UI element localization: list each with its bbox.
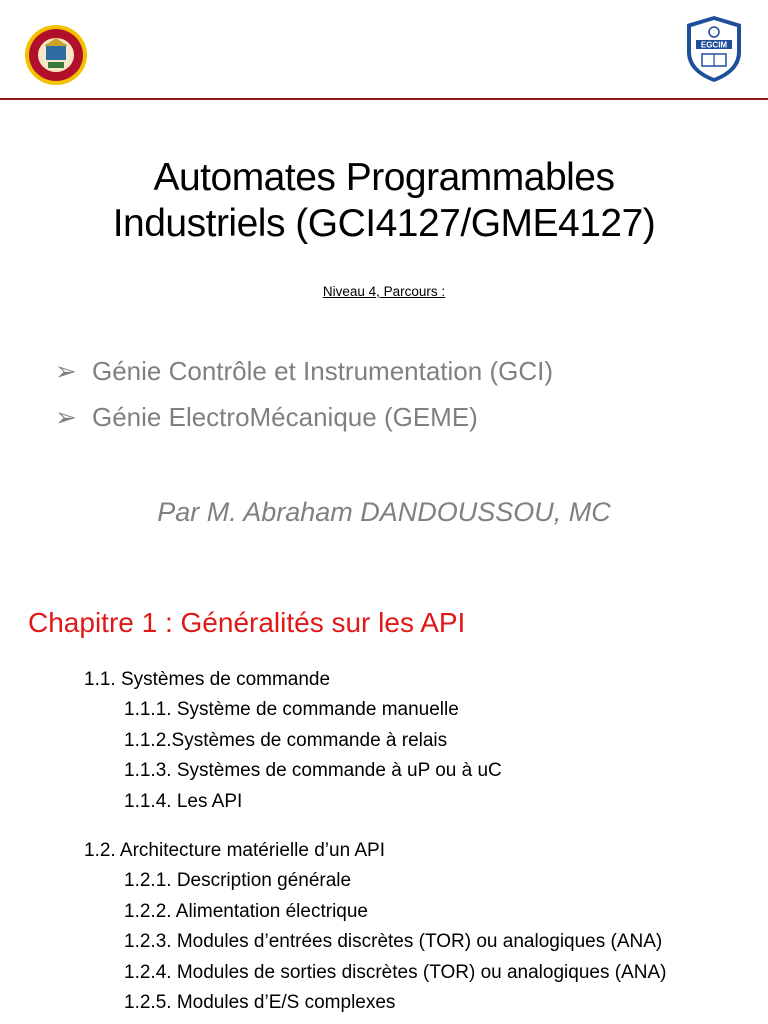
toc-item: 1.2.2. Alimentation électrique bbox=[124, 900, 368, 922]
egcim-shield-logo bbox=[684, 14, 744, 84]
toc-section-title: 1.2. Architecture matérielle d’un API bbox=[84, 840, 385, 861]
toc-item: 1.1.1. Système de commande manuelle bbox=[124, 699, 459, 720]
document-title bbox=[0, 155, 768, 247]
arrow-bullet-icon: ➢ bbox=[55, 356, 77, 386]
header-divider bbox=[0, 98, 768, 100]
bullet-item bbox=[55, 398, 553, 444]
university-seal-logo bbox=[24, 24, 88, 86]
toc-item: 1.2.1. Description générale bbox=[124, 870, 352, 891]
program-bullets bbox=[55, 352, 553, 444]
toc-item: 1.1.3. Systèmes de commande à uP ou à uC bbox=[124, 760, 502, 781]
table-of-contents bbox=[84, 666, 666, 1020]
toc-item: 1.2.3. Modules d’entrées discrètes (TOR) ou analogiques (ANA) bbox=[124, 931, 663, 952]
egcim-logo-text: EGCIM bbox=[700, 40, 728, 50]
toc-item: 1.1.2.Systèmes de commande à relais bbox=[124, 729, 448, 751]
toc-item: 1.2.5. Modules d’E/S complexes bbox=[124, 992, 396, 1013]
bullet-text: Génie Contrôle et Instrumentation (GCI) bbox=[92, 356, 553, 386]
toc-section-title: 1.1. Systèmes de commande bbox=[84, 669, 331, 690]
arrow-bullet-icon: ➢ bbox=[55, 402, 77, 432]
toc-item: 1.2.4. Modules de sorties discrètes (TOR) ou analogiques (ANA) bbox=[124, 961, 667, 983]
author-line: Par M. Abraham DANDOUSSOU, MC bbox=[157, 497, 611, 527]
title-line-1: Automates Programmables bbox=[153, 156, 615, 199]
bullet-text: Génie ElectroMécanique (GEME) bbox=[92, 402, 478, 432]
bullet-item bbox=[55, 352, 553, 398]
toc-item: 1.1.4. Les API bbox=[124, 790, 243, 812]
title-line-2: Industriels (GCI4127/GME4127) bbox=[112, 202, 656, 245]
chapter-heading: Chapitre 1 : Généralités sur les API bbox=[28, 607, 466, 638]
level-subtitle: Niveau 4, Parcours : bbox=[322, 284, 446, 299]
